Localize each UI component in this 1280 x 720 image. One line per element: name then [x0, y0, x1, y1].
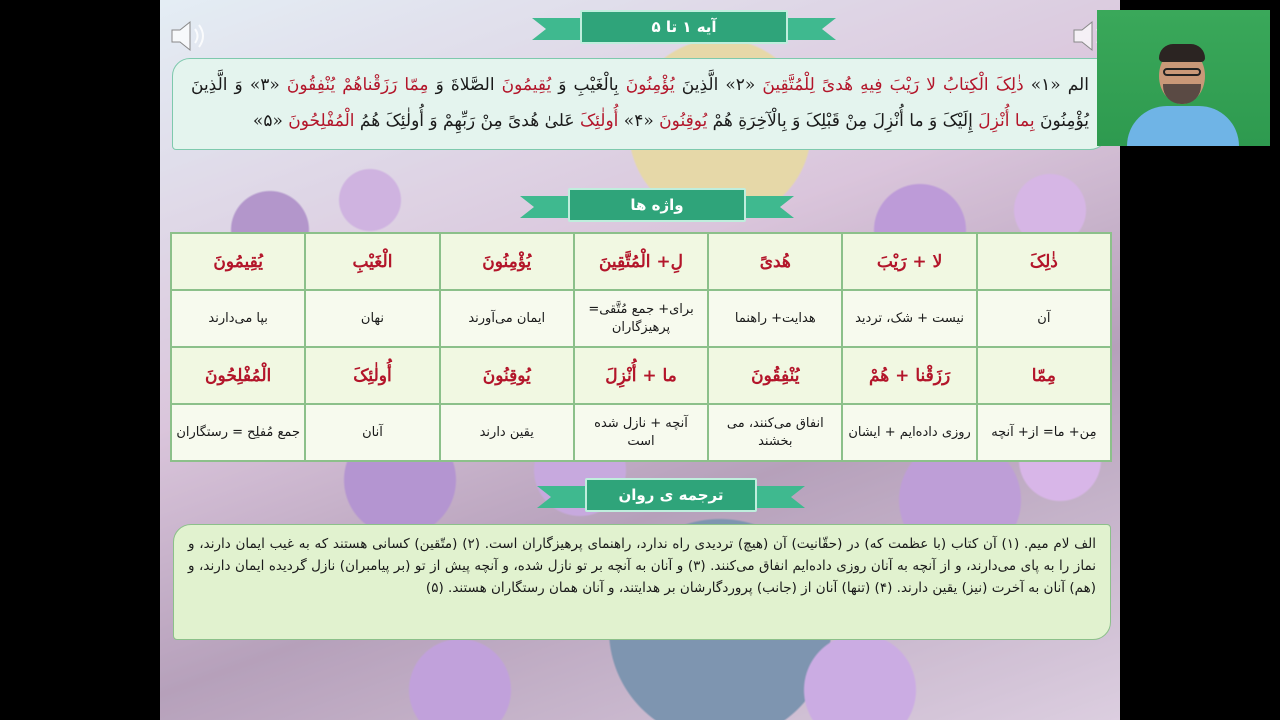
arabic-word-cell: ما + أُنْزِلَ	[574, 347, 708, 404]
translation-text: الف لام میم. (۱) آن کتاب (با عظمت که) در (حقّانیت) آن (هیچ) تردیدی راه ندارد، راهنمای پرهیزگاران است. (۲) (متّقین) کسانی هستند که به غیب ایمان دارند، و نماز را به پای می‌دارند، و از آنچه به آنان روزی داده‌ایم انفاق می‌کنند. (۳) و آنان به آنچه بر تو نازل شده، و آنچه پیش از تو (بر پیامبران) نازل گردیده ایمان دارند، و (هم) آنان به آخرت (نیز) یقین دارند. (۴) (تنها) آنان از (جانب) پروردگارشان بر هدایتند، و آنان همان رستگاران هستند. (۵)	[188, 536, 1097, 596]
verse-segment: بِالْغَیْبِ وَ	[551, 75, 626, 95]
verse-highlight: یُقِیمُونَ	[501, 75, 552, 95]
verse-segment: عَلیٰ هُدیً مِنْ رَبِّهِمْ وَ أُولٰئِکَ هُمُ	[354, 111, 580, 131]
meaning-cell: هدایت+ راهنما	[708, 290, 842, 347]
verse-highlight: یُؤْمِنُونَ	[625, 75, 675, 95]
meaning-row	[171, 404, 1111, 461]
arabic-word-row	[171, 233, 1111, 290]
meaning-cell: آن	[977, 290, 1111, 347]
arabic-word-cell: أُولٰئِکَ	[305, 347, 439, 404]
slide	[160, 0, 1120, 720]
verse-highlight: ذٰلِکَ الْکِتابُ لا رَیْبَ فِیهِ هُدیً لِلْمُتَّقِینَ	[762, 75, 1024, 95]
meaning-cell: آنان	[305, 404, 439, 461]
arabic-word-cell: ذٰلِکَ	[977, 233, 1111, 290]
vocabulary-label: واژه ها	[568, 188, 746, 222]
verse-text-box	[172, 58, 1108, 150]
verse-range-ribbon	[580, 10, 788, 44]
verse-segment: «۵»	[252, 111, 289, 131]
verse-segment: إِلَیْکَ وَ ما أُنْزِلَ مِنْ قَبْلِکَ وَ بِالْآخِرَةِ هُمْ	[707, 111, 979, 131]
meaning-cell: ایمان می‌آورند	[440, 290, 574, 347]
verse-highlight: یُوقِنُونَ	[659, 111, 708, 131]
translation-box	[173, 524, 1111, 640]
speaker-icon[interactable]	[168, 18, 208, 54]
arabic-word-cell: هُدیً	[708, 233, 842, 290]
verse-text	[191, 75, 1089, 131]
meaning-cell: نیست + شک، تردید	[842, 290, 976, 347]
arabic-word-cell: یُؤْمِنُونَ	[440, 233, 574, 290]
meaning-cell: آنچه + نازل شده است	[574, 404, 708, 461]
arabic-word-cell: یُنْفِقُونَ	[708, 347, 842, 404]
verse-highlight: بِما أُنْزِلَ	[978, 111, 1035, 131]
arabic-word-cell: رَزَقْنا + هُمْ	[842, 347, 976, 404]
arabic-word-cell: لا + رَیْبَ	[842, 233, 976, 290]
meaning-cell: روزی داده‌ایم + ایشان	[842, 404, 976, 461]
meaning-cell: انفاق می‌کنند، می بخشند	[708, 404, 842, 461]
vocabulary-table	[170, 232, 1112, 462]
arabic-word-cell: مِمّا	[977, 347, 1111, 404]
verse-highlight: الْمُفْلِحُونَ	[288, 111, 355, 131]
meaning-cell: یقین دارند	[440, 404, 574, 461]
vocabulary-ribbon	[568, 188, 746, 222]
verse-segment: الصَّلاةَ وَ	[428, 75, 502, 95]
translation-label: ترجمه ی روان	[585, 478, 757, 512]
arabic-word-cell: الْغَیْبِ	[305, 233, 439, 290]
verse-segment: «۳» وَ الَّذِینَ یُؤْمِنُونَ	[191, 75, 1089, 131]
meaning-cell: جمع مُفلِح = رستگاران	[171, 404, 305, 461]
meaning-cell: مِن+ ما= از+ آنچه	[977, 404, 1111, 461]
meaning-cell: نهان	[305, 290, 439, 347]
webcam-video	[1097, 10, 1270, 146]
arabic-word-cell: یُقِیمُونَ	[171, 233, 305, 290]
translation-ribbon	[585, 478, 757, 512]
verse-segment: الم «۱»	[1023, 75, 1089, 95]
meaning-row	[171, 290, 1111, 347]
verse-highlight: أُولٰئِکَ	[579, 111, 619, 131]
arabic-word-cell: الْمُفْلِحُونَ	[171, 347, 305, 404]
verse-highlight: مِمّا رَزَقْناهُمْ یُنْفِقُونَ	[286, 75, 429, 95]
meaning-cell: برای+ جمع مُتَّقی= پرهیزگاران	[574, 290, 708, 347]
arabic-word-row	[171, 347, 1111, 404]
arabic-word-cell: یُوقِنُونَ	[440, 347, 574, 404]
verse-range-label: آیه ۱ تا ۵	[580, 10, 788, 44]
meaning-cell: بپا می‌دارند	[171, 290, 305, 347]
arabic-word-cell: لِ+ الْمُتَّقِینَ	[574, 233, 708, 290]
verse-segment: «۲» الَّذِینَ	[674, 75, 763, 95]
verse-segment: «۴»	[618, 111, 660, 131]
